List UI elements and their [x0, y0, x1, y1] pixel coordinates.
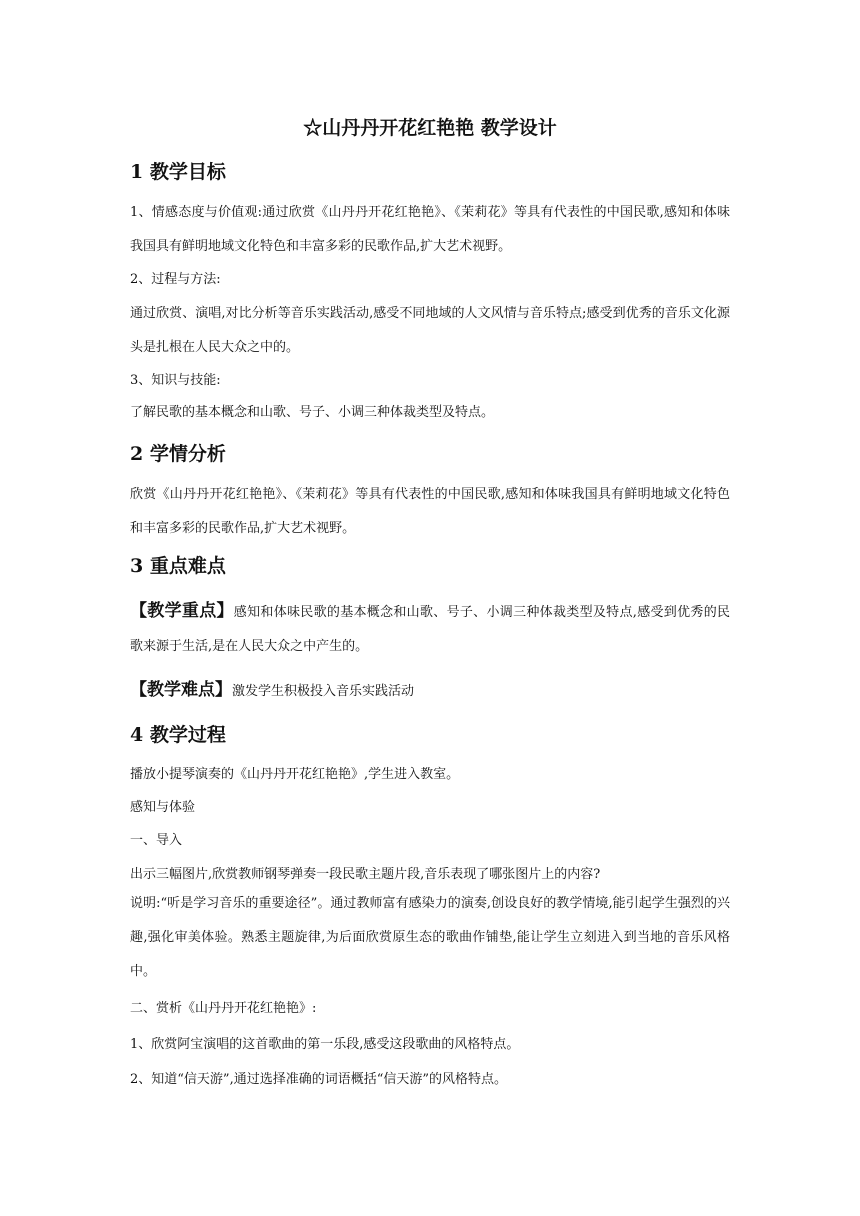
document-title: ☆山丹丹开花红艳艳 教学设计 [303, 117, 557, 139]
paragraph-goal-process: 通过欣赏、演唱,对比分析等音乐实践活动,感受不同地域的人文风情与音乐特点;感受到优秀的音乐文化源头是扎根在人民大众之中的。 [130, 306, 730, 355]
paragraph-appreciation: 二、赏析《山丹丹开花红艳艳》: [130, 1001, 317, 1016]
difficulty-text: 激发学生积极投入音乐实践活动 [232, 684, 415, 699]
paragraph-step-two: 2、知道“信天游”,通过选择准确的词语概括“信天游”的风格特点。 [130, 1072, 507, 1087]
difficulty-label: 【教学难点】 [130, 680, 232, 700]
paragraph-step-one: 1、欣赏阿宝演唱的这首歌曲的第一乐段,感受这段歌曲的风格特点。 [130, 1037, 520, 1052]
paragraph-show-pictures: 出示三幅图片,欣赏教师钢琴弹奏一段民歌主题片段,音乐表现了哪张图片上的内容? [130, 867, 601, 882]
section-heading-teaching-goals: 1 教学目标 [130, 161, 226, 183]
paragraph-goal-emotion: 1、情感态度与价值观:通过欣赏《山丹丹开花红艳艳》、《茉莉花》等具有代表性的中国民歌,感知和体味我国具有鲜明地域文化特色和丰富多彩的民歌作品,扩大艺术视野。 [130, 205, 730, 254]
paragraph-perception: 感知与体验 [130, 800, 196, 815]
key-point-text: 感知和体味民歌的基本概念和山歌、号子、小调三种体裁类型及特点,感受到优秀的民歌来源于生活,是在人民大众之中产生的。 [130, 605, 730, 654]
paragraph-key-point [130, 594, 730, 664]
paragraph-explanation: 说明:“听是学习音乐的重要途径”。通过教师富有感染力的演奏,创设良好的教学情境,能引起学生强烈的兴趣,强化审美体验。熟悉主题旋律,为后面欣赏原生态的歌曲作铺垫,能让学生立刻进入到当地的音乐风格中。 [130, 896, 730, 979]
section-heading-key-points: 3 重点难点 [130, 555, 226, 577]
paragraph-goal-knowledge-label: 3、知识与技能: [130, 373, 221, 388]
paragraph-student-analysis: 欣赏《山丹丹开花红艳艳》、《茉莉花》等具有代表性的中国民歌,感知和体味我国具有鲜明地域文化特色和丰富多彩的民歌作品,扩大艺术视野。 [130, 487, 730, 536]
paragraph-lead-in: 一、导入 [130, 833, 183, 848]
key-point-label: 【教学重点】 [130, 601, 234, 621]
paragraph-process-intro: 播放小提琴演奏的《山丹丹开花红艳艳》,学生进入教室。 [130, 767, 460, 782]
paragraph-difficulty [130, 680, 730, 702]
section-heading-teaching-process: 4 教学过程 [130, 724, 226, 746]
paragraph-goal-knowledge: 了解民歌的基本概念和山歌、号子、小调三种体裁类型及特点。 [130, 405, 495, 420]
section-heading-student-analysis: 2 学情分析 [130, 443, 226, 465]
paragraph-goal-process-label: 2、过程与方法: [130, 272, 221, 287]
